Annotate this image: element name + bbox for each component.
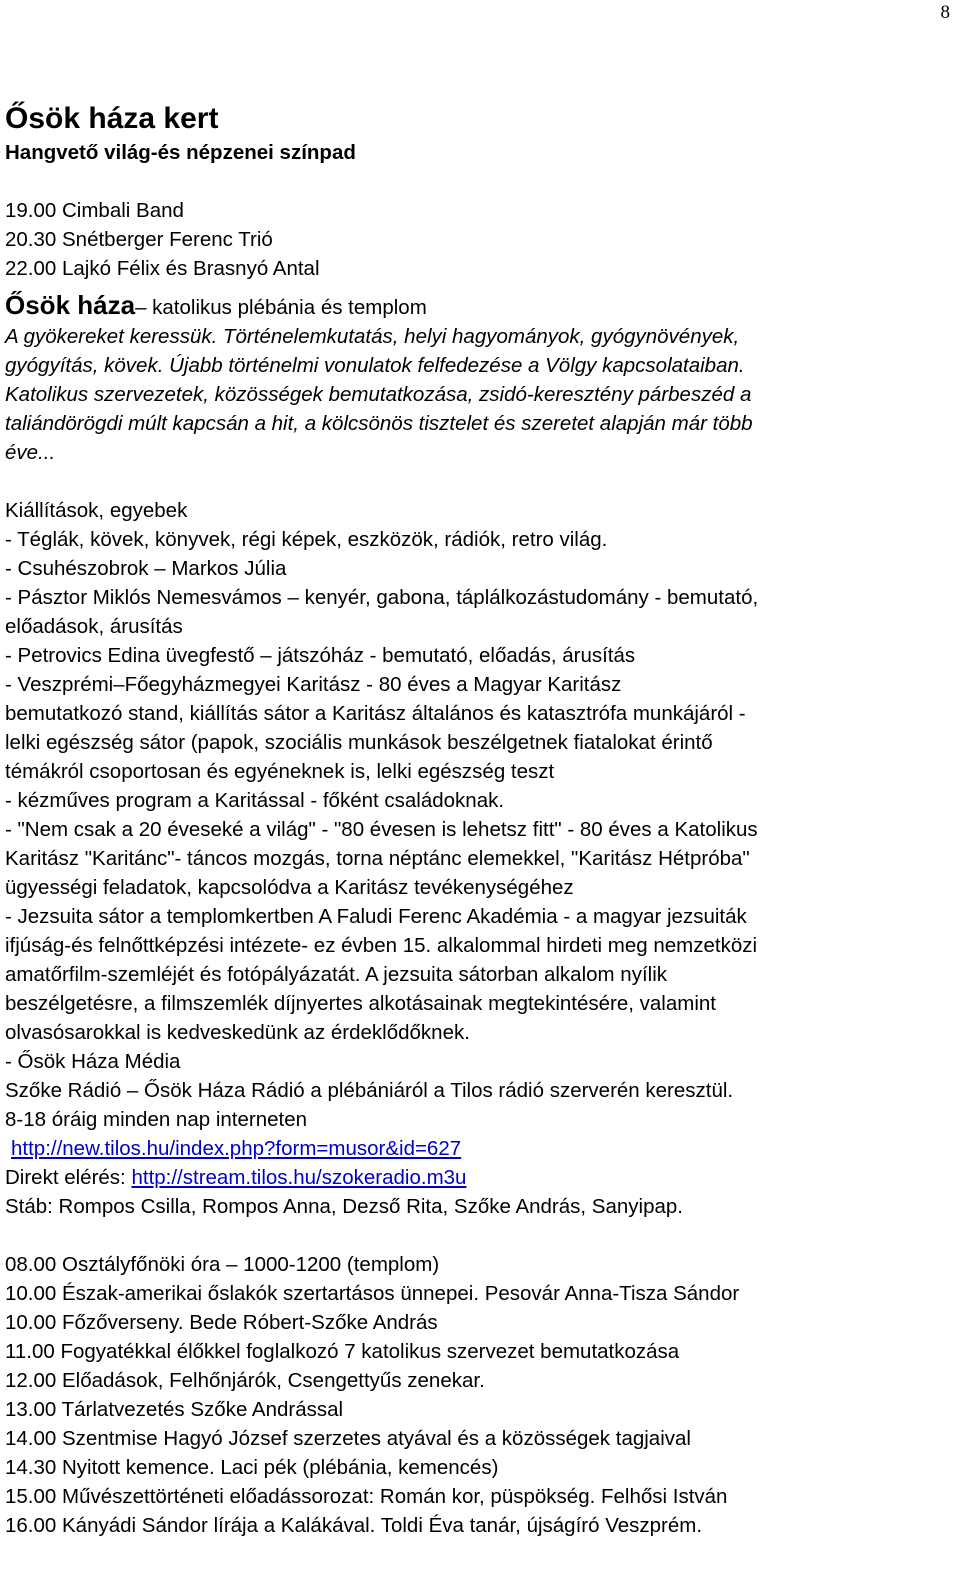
description-line: Katolikus szervezetek, közösségek bemutatkozása, zsidó-keresztény párbeszéd a [5, 383, 752, 406]
exhibition-line: - Pásztor Miklós Nemesvámos – kenyér, gabona, táplálkozástudomány - bemutató, [5, 586, 759, 609]
exhibition-line: - Petrovics Edina üvegfestő – játszóház - bemutató, előadás, árusítás [5, 644, 636, 667]
exhibition-line: - Téglák, kövek, könyvek, régi képek, eszközök, rádiók, retro világ. [5, 528, 608, 551]
description-line: gyógyítás, kövek. Újabb történelmi vonulatok felfedezése a Völgy kapcsolataiban. [5, 354, 745, 377]
exhibition-line: ügyességi feladatok, kapcsolódva a Karitász tevékenységéhez [5, 876, 574, 899]
section-heading-rest: – katolikus plébánia és templom [135, 296, 427, 319]
exhibition-line: bemutatkozó stand, kiállítás sátor a Karitász általános és katasztrófa munkájáról - [5, 702, 746, 725]
link-line-1 [5, 1134, 950, 1163]
stage-schedule-item: 19.00 Cimbali Band [5, 199, 184, 222]
tilos-program-link[interactable]: http://new.tilos.hu/index.php?form=musor&id=627 [11, 1137, 462, 1160]
day-schedule-item: 11.00 Fogyatékkal élőkkel foglalkozó 7 katolikus szervezet bemutatkozása [5, 1340, 680, 1363]
day-schedule-item: 12.00 Előadások, Felhőnjárók, Csengettyűs zenekar. [5, 1369, 485, 1392]
exhibition-line: - Ősök Háza Média [5, 1050, 181, 1073]
exhibition-line: ifjúság-és felnőttképzési intézete- ez évben 15. alkalommal hirdeti meg nemzetközi [5, 934, 758, 957]
section-description [5, 322, 950, 467]
description-line: A gyökereket keressük. Történelemkutatás, helyi hagyományok, gyógynövények, [5, 325, 740, 348]
stage-schedule [5, 196, 950, 283]
staff-line: Stáb: Rompos Csilla, Rompos Anna, Dezső Rita, Szőke András, Sanyipap. [5, 1195, 683, 1218]
exhibition-line: - kézműves program a Karitással - főként családoknak. [5, 789, 505, 812]
section-heading [5, 291, 950, 322]
day-schedule-item: 14.00 Szentmise Hagyó József szerzetes atyával és a közösségek tagjaival [5, 1427, 691, 1450]
day-schedule-item: 10.00 Főzőverseny. Bede Róbert-Szőke András [5, 1311, 438, 1334]
subtitle: Hangvető világ-és népzenei színpad [5, 141, 356, 164]
page-number: 8 [940, 2, 950, 23]
page-title: Ősök háza kert [5, 102, 219, 135]
exhibition-line: - Csuhészobrok – Markos Júlia [5, 557, 287, 580]
description-line: taliándörögdi múlt kapcsán a hit, a kölcsönös tisztelet és szeretet alapján már több [5, 412, 753, 435]
exhibition-line: - Veszprémi–Főegyházmegyei Karitász - 80 éves a Magyar Karitász [5, 673, 622, 696]
document-body [5, 100, 950, 1540]
day-schedule-item: 13.00 Tárlatvezetés Szőke Andrással [5, 1398, 344, 1421]
direct-link-line [5, 1163, 950, 1192]
exhibition-line: Szőke Rádió – Ősök Háza Rádió a plébániáról a Tilos rádió szerverén keresztül. [5, 1079, 734, 1102]
day-schedule-item: 14.30 Nyitott kemence. Laci pék (plébánia, kemencés) [5, 1456, 499, 1479]
day-schedule [5, 1250, 950, 1540]
description-line: éve... [5, 441, 56, 464]
exhibition-line: Karitász "Karitánc"- táncos mozgás, torna néptánc elemekkel, "Karitász Hétpróba" [5, 847, 750, 870]
stage-schedule-item: 22.00 Lajkó Félix és Brasnyó Antal [5, 257, 320, 280]
exhibition-line: amatőrfilm-szemléjét és fotópályázatát. A jezsuita sátorban alkalom nyílik [5, 963, 667, 986]
day-schedule-item: 16.00 Kányádi Sándor lírája a Kalákával. Toldi Éva tanár, újságíró Veszprém. [5, 1514, 703, 1537]
stage-schedule-item: 20.30 Snétberger Ferenc Trió [5, 228, 273, 251]
exhibition-line: - "Nem csak a 20 éveseké a világ" - "80 évesen is lehetsz fitt" - 80 éves a Katolikus [5, 818, 758, 841]
exhibition-line: - Jezsuita sátor a templomkertben A Faludi Ferenc Akadémia - a magyar jezsuiták [5, 905, 747, 928]
stream-link[interactable]: http://stream.tilos.hu/szokeradio.m3u [131, 1166, 467, 1189]
exhibition-line: előadások, árusítás [5, 615, 183, 638]
day-schedule-item: 08.00 Osztályfőnöki óra – 1000-1200 (templom) [5, 1253, 440, 1276]
direct-label: Direkt elérés: [5, 1166, 132, 1189]
day-schedule-item: 10.00 Észak-amerikai őslakók szertartásos ünnepei. Pesovár Anna-Tisza Sándor [5, 1282, 740, 1305]
exhibition-line: Kiállítások, egyebek [5, 499, 188, 522]
exhibition-line: lelki egészség sátor (papok, szociális munkások beszélgetnek fiatalokat érintő [5, 731, 713, 754]
exhibition-line: 8-18 óráig minden nap interneten [5, 1108, 308, 1131]
section-heading-main: Ősök háza [5, 290, 136, 320]
day-schedule-item: 15.00 Művészettörténeti előadássorozat: Román kor, püspökség. Felhősi István [5, 1485, 728, 1508]
exhibition-line: beszélgetésre, a filmszemlék díjnyertes alkotásainak megtekintésére, valamint [5, 992, 716, 1015]
exhibitions-list [5, 496, 950, 1134]
exhibition-line: olvasósarokkal is kedveskedünk az érdeklődőknek. [5, 1021, 470, 1044]
exhibition-line: témákról csoportosan és egyéneknek is, lelki egészség teszt [5, 760, 555, 783]
